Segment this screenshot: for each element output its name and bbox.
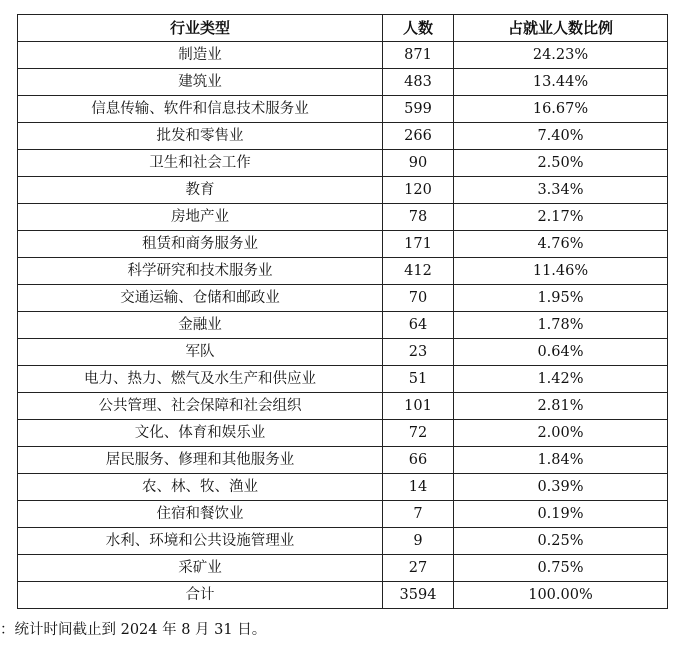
industry-cell: 卫生和社会工作 — [18, 150, 383, 177]
count-cell: 66 — [383, 447, 454, 474]
count-cell: 27 — [383, 555, 454, 582]
count-cell: 14 — [383, 474, 454, 501]
count-cell: 7 — [383, 501, 454, 528]
employment-by-industry-table — [17, 14, 668, 609]
header-share: 占就业人数比例 — [454, 15, 668, 42]
industry-cell: 房地产业 — [18, 204, 383, 231]
count-cell: 599 — [383, 96, 454, 123]
industry-cell: 文化、体育和娱乐业 — [18, 420, 383, 447]
table-row — [18, 231, 668, 258]
table-row — [18, 420, 668, 447]
industry-cell: 公共管理、社会保障和社会组织 — [18, 393, 383, 420]
industry-cell: 教育 — [18, 177, 383, 204]
count-cell: 412 — [383, 258, 454, 285]
share-cell: 1.42% — [454, 366, 668, 393]
table-row — [18, 339, 668, 366]
share-cell: 4.76% — [454, 231, 668, 258]
count-cell: 9 — [383, 528, 454, 555]
industry-cell: 居民服务、修理和其他服务业 — [18, 447, 383, 474]
table-row — [18, 204, 668, 231]
table-row — [18, 393, 668, 420]
share-cell: 24.23% — [454, 42, 668, 69]
table-row — [18, 474, 668, 501]
share-cell: 11.46% — [454, 258, 668, 285]
share-cell: 0.25% — [454, 528, 668, 555]
table-row — [18, 366, 668, 393]
table-row — [18, 258, 668, 285]
share-cell: 2.81% — [454, 393, 668, 420]
count-cell: 72 — [383, 420, 454, 447]
industry-cell: 建筑业 — [18, 69, 383, 96]
industry-cell: 金融业 — [18, 312, 383, 339]
industry-cell: 住宿和餐饮业 — [18, 501, 383, 528]
share-cell: 0.75% — [454, 555, 668, 582]
count-cell: 70 — [383, 285, 454, 312]
table-row — [18, 555, 668, 582]
table-row — [18, 501, 668, 528]
share-cell: 0.39% — [454, 474, 668, 501]
table-row — [18, 96, 668, 123]
share-cell: 0.64% — [454, 339, 668, 366]
industry-cell: 水利、环境和公共设施管理业 — [18, 528, 383, 555]
footnote: ：统计时间截止到 2024 年 8 月 31 日。 — [0, 622, 267, 638]
table-row — [18, 123, 668, 150]
industry-cell: 农、林、牧、渔业 — [18, 474, 383, 501]
share-cell: 1.95% — [454, 285, 668, 312]
industry-cell: 军队 — [18, 339, 383, 366]
header-industry-type: 行业类型 — [18, 15, 383, 42]
industry-cell: 批发和零售业 — [18, 123, 383, 150]
count-cell: 171 — [383, 231, 454, 258]
share-cell: 2.00% — [454, 420, 668, 447]
share-cell: 13.44% — [454, 69, 668, 96]
count-cell: 64 — [383, 312, 454, 339]
table-row — [18, 150, 668, 177]
count-cell: 23 — [383, 339, 454, 366]
table-row — [18, 285, 668, 312]
industry-cell: 合计 — [18, 582, 383, 609]
table-row — [18, 69, 668, 96]
total-row — [18, 582, 668, 609]
count-cell: 3594 — [383, 582, 454, 609]
share-cell: 0.19% — [454, 501, 668, 528]
table-row — [18, 447, 668, 474]
count-cell: 90 — [383, 150, 454, 177]
table-row — [18, 312, 668, 339]
industry-cell: 信息传输、软件和信息技术服务业 — [18, 96, 383, 123]
industry-cell: 科学研究和技术服务业 — [18, 258, 383, 285]
count-cell: 483 — [383, 69, 454, 96]
industry-cell: 租赁和商务服务业 — [18, 231, 383, 258]
share-cell: 1.84% — [454, 447, 668, 474]
share-cell: 7.40% — [454, 123, 668, 150]
count-cell: 51 — [383, 366, 454, 393]
share-cell: 100.00% — [454, 582, 668, 609]
count-cell: 101 — [383, 393, 454, 420]
table-body — [18, 42, 668, 609]
count-cell: 120 — [383, 177, 454, 204]
share-cell: 16.67% — [454, 96, 668, 123]
count-cell: 78 — [383, 204, 454, 231]
header-count: 人数 — [383, 15, 454, 42]
industry-cell: 交通运输、仓储和邮政业 — [18, 285, 383, 312]
share-cell: 1.78% — [454, 312, 668, 339]
table-header-row — [18, 15, 668, 42]
table-row — [18, 528, 668, 555]
share-cell: 2.50% — [454, 150, 668, 177]
count-cell: 871 — [383, 42, 454, 69]
industry-cell: 采矿业 — [18, 555, 383, 582]
count-cell: 266 — [383, 123, 454, 150]
industry-cell: 制造业 — [18, 42, 383, 69]
table-row — [18, 42, 668, 69]
industry-cell: 电力、热力、燃气及水生产和供应业 — [18, 366, 383, 393]
share-cell: 3.34% — [454, 177, 668, 204]
table-row — [18, 177, 668, 204]
share-cell: 2.17% — [454, 204, 668, 231]
